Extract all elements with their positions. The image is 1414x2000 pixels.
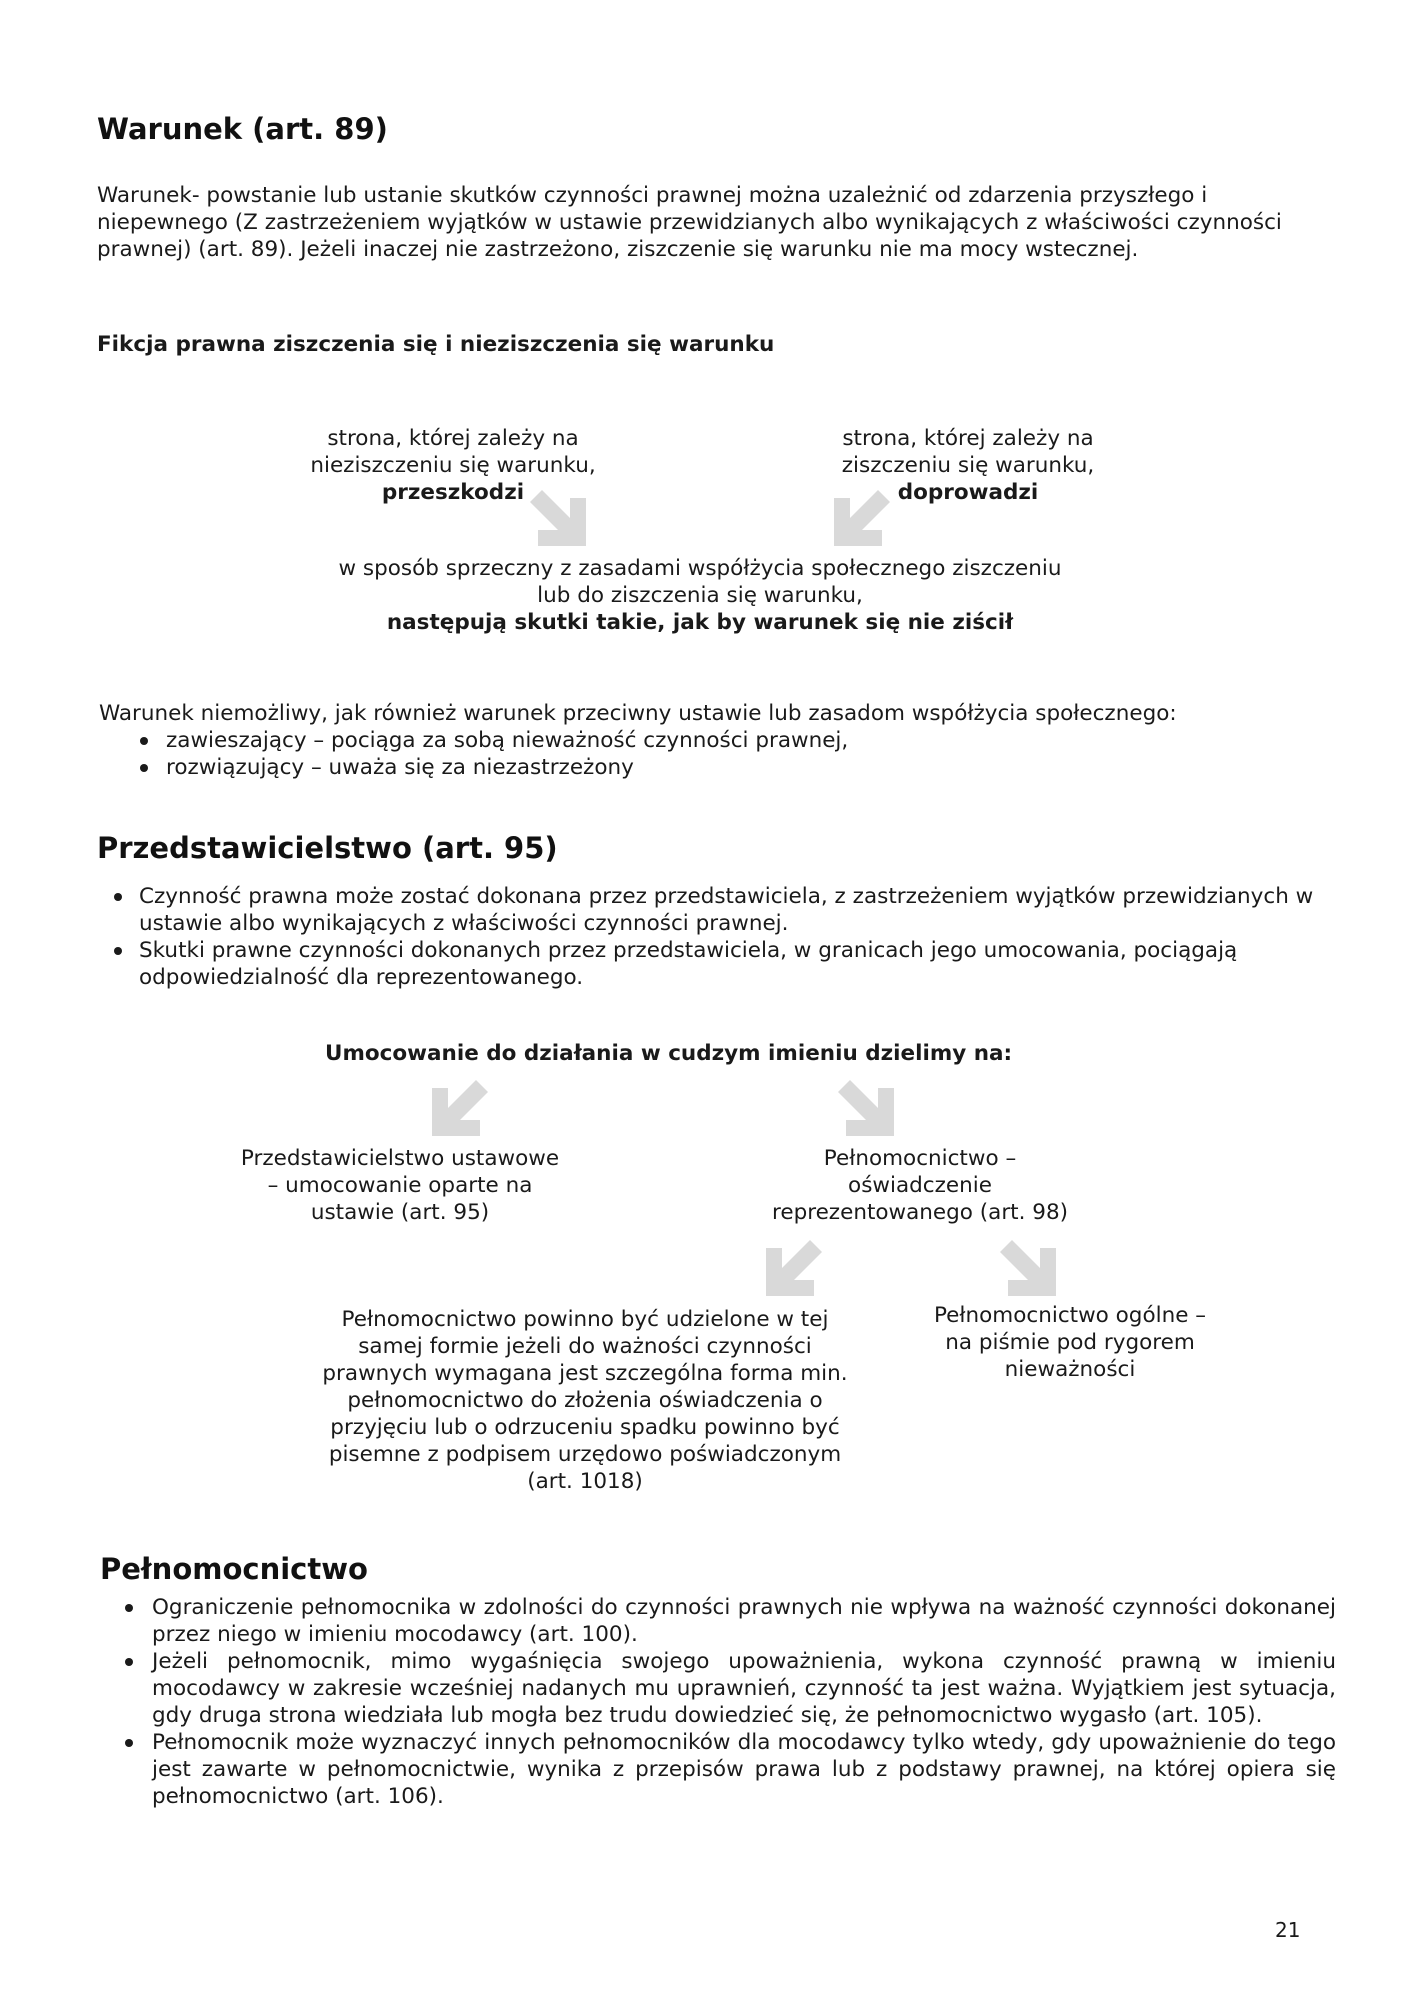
ustawowe-line-3: ustawie (art. 95) xyxy=(310,1200,490,1225)
forma-line-6: pisemne z podpisem urzędowo poświadczonym xyxy=(328,1442,842,1467)
przedstawicielstwo-list xyxy=(103,883,1333,991)
list-item: Czynność prawna może zostać dokonana przez przedstawiciela, z zastrzeżeniem wyjątków przewidzianych w ustawie albo wynikających z właściwości czynności prawnej. xyxy=(103,883,1333,937)
pelnomocnictwo-list xyxy=(100,1594,1336,1810)
pelnomocnictwo-line-1: Pełnomocnictwo – xyxy=(823,1146,1017,1171)
forma-line-3: prawnych wymagana jest szczególna forma min. xyxy=(322,1361,848,1386)
pelnomocnictwo-box xyxy=(750,1145,1090,1226)
forma-pelnomocnictwa-box xyxy=(300,1306,870,1495)
przedstawicielstwo-ustawowe-box xyxy=(220,1145,580,1226)
list-item: Skutki prawne czynności dokonanych przez przedstawiciela, w granicach jego umocowania, pociągają odpowiedzialność dla reprezentowanego. xyxy=(103,937,1333,991)
fikcja-left-line-2: nieziszczeniu się warunku, xyxy=(310,453,596,478)
fikcja-left-bold: przeszkodzi xyxy=(381,480,525,505)
fikcja-center-line-2: lub do ziszczenia się warunku, xyxy=(537,583,863,608)
list-item: Ograniczenie pełnomocnika w zdolności do czynności prawnych nie wpływa na ważność czynności dokonanej przez niego w imieniu mocodawcy (art. 100). xyxy=(100,1594,1336,1648)
umocowanie-heading: Umocowanie do działania w cudzym imieniu dzielimy na: xyxy=(325,1041,1013,1066)
section-title-przedstawicielstwo: Przedstawicielstwo (art. 95) xyxy=(97,831,558,865)
niemozliwy-intro: Warunek niemożliwy, jak również warunek przeciwny ustawie lub zasadom współżycia społecznego: xyxy=(99,701,1177,726)
forma-line-2: samej formie jeżeli do ważności czynności xyxy=(358,1334,812,1359)
warunek-line-1: Warunek- powstanie lub ustanie skutków czynności prawnej można uzależnić od zdarzenia przyszłego i xyxy=(97,183,1208,208)
ogolne-line-1: Pełnomocnictwo ogólne – xyxy=(933,1303,1207,1328)
fikcja-center-line-1: w sposób sprzeczny z zasadami współżycia społecznego ziszczeniu xyxy=(338,556,1062,581)
fikcja-heading: Fikcja prawna ziszczenia się i nieziszczenia się warunku xyxy=(97,332,775,357)
warunek-line-3: prawnej) (art. 89). Jeżeli inaczej nie zastrzeżono, ziszczenie się warunku nie ma mocy wstecznej. xyxy=(97,237,1139,262)
ustawowe-line-1: Przedstawicielstwo ustawowe xyxy=(240,1146,560,1171)
pelnomocnictwo-ogolne-box xyxy=(910,1302,1230,1383)
warunek-line-2: niepewnego (Z zastrzeżeniem wyjątków w ustawie przewidzianych albo wynikających z właściwości czynności xyxy=(97,210,1282,235)
arrow-down-right-icon xyxy=(530,490,594,554)
list-item: Jeżeli pełnomocnik, mimo wygaśnięcia swojego upoważnienia, wykona czynność prawną w imieniu mocodawcy w zakresie wcześniej nadanych mu uprawnień, czynność ta jest ważna. Wyjątkiem jest sytuacja, gdy druga strona wiedziała lub mogła bez trudu dowiedzieć się, że pełnomocnictwo wygasło (art. 105). xyxy=(100,1648,1336,1729)
arrow-down-left-icon xyxy=(758,1240,822,1304)
warunek-paragraph xyxy=(97,182,1347,263)
fikcja-left-line-1: strona, której zależy na xyxy=(327,426,579,451)
page-number: 21 xyxy=(1275,1918,1301,1942)
forma-line-4: pełnomocnictwo do złożenia oświadczenia o xyxy=(347,1388,823,1413)
arrow-down-right-icon xyxy=(838,1080,902,1144)
list-item: Pełnomocnik może wyznaczyć innych pełnomocników dla mocodawcy tylko wtedy, gdy upoważnienie do tego jest zawarte w pełnomocnictwie, wynika z przepisów prawa lub z podstawy prawnej, na której opiera się pełnomocnictwo (art. 106). xyxy=(100,1729,1336,1810)
pelnomocnictwo-line-3: reprezentowanego (art. 98) xyxy=(771,1200,1069,1225)
forma-line-5: przyjęciu lub o odrzuceniu spadku powinno być xyxy=(330,1415,840,1440)
forma-line-7: (art. 1018) xyxy=(527,1469,643,1494)
niemozliwy-list xyxy=(131,727,1331,781)
ogolne-line-3: nieważności xyxy=(1004,1357,1136,1382)
ogolne-line-2: na piśmie pod rygorem xyxy=(945,1330,1195,1355)
fikcja-right-bold: doprowadzi xyxy=(897,480,1039,505)
list-item: rozwiązujący – uważa się za niezastrzeżony xyxy=(131,754,1331,781)
arrow-down-left-icon xyxy=(424,1080,488,1144)
pelnomocnictwo-line-2: oświadczenie xyxy=(848,1173,992,1198)
arrow-down-left-icon xyxy=(826,490,890,554)
fikcja-center-box xyxy=(300,555,1100,636)
ustawowe-line-2: – umocowanie oparte na xyxy=(267,1173,533,1198)
section-title-pelnomocnictwo: Pełnomocnictwo xyxy=(100,1552,368,1586)
fikcja-right-line-1: strona, której zależy na xyxy=(842,426,1094,451)
section-title-warunek: Warunek (art. 89) xyxy=(97,112,388,146)
forma-line-1: Pełnomocnictwo powinno być udzielone w tej xyxy=(341,1307,829,1332)
fikcja-right-line-2: ziszczeniu się warunku, xyxy=(841,453,1095,478)
list-item: zawieszający – pociąga za sobą nieważność czynności prawnej, xyxy=(131,727,1331,754)
arrow-down-right-icon xyxy=(1000,1240,1064,1304)
fikcja-center-bold: następują skutki takie, jak by warunek się nie ziścił xyxy=(386,610,1014,635)
